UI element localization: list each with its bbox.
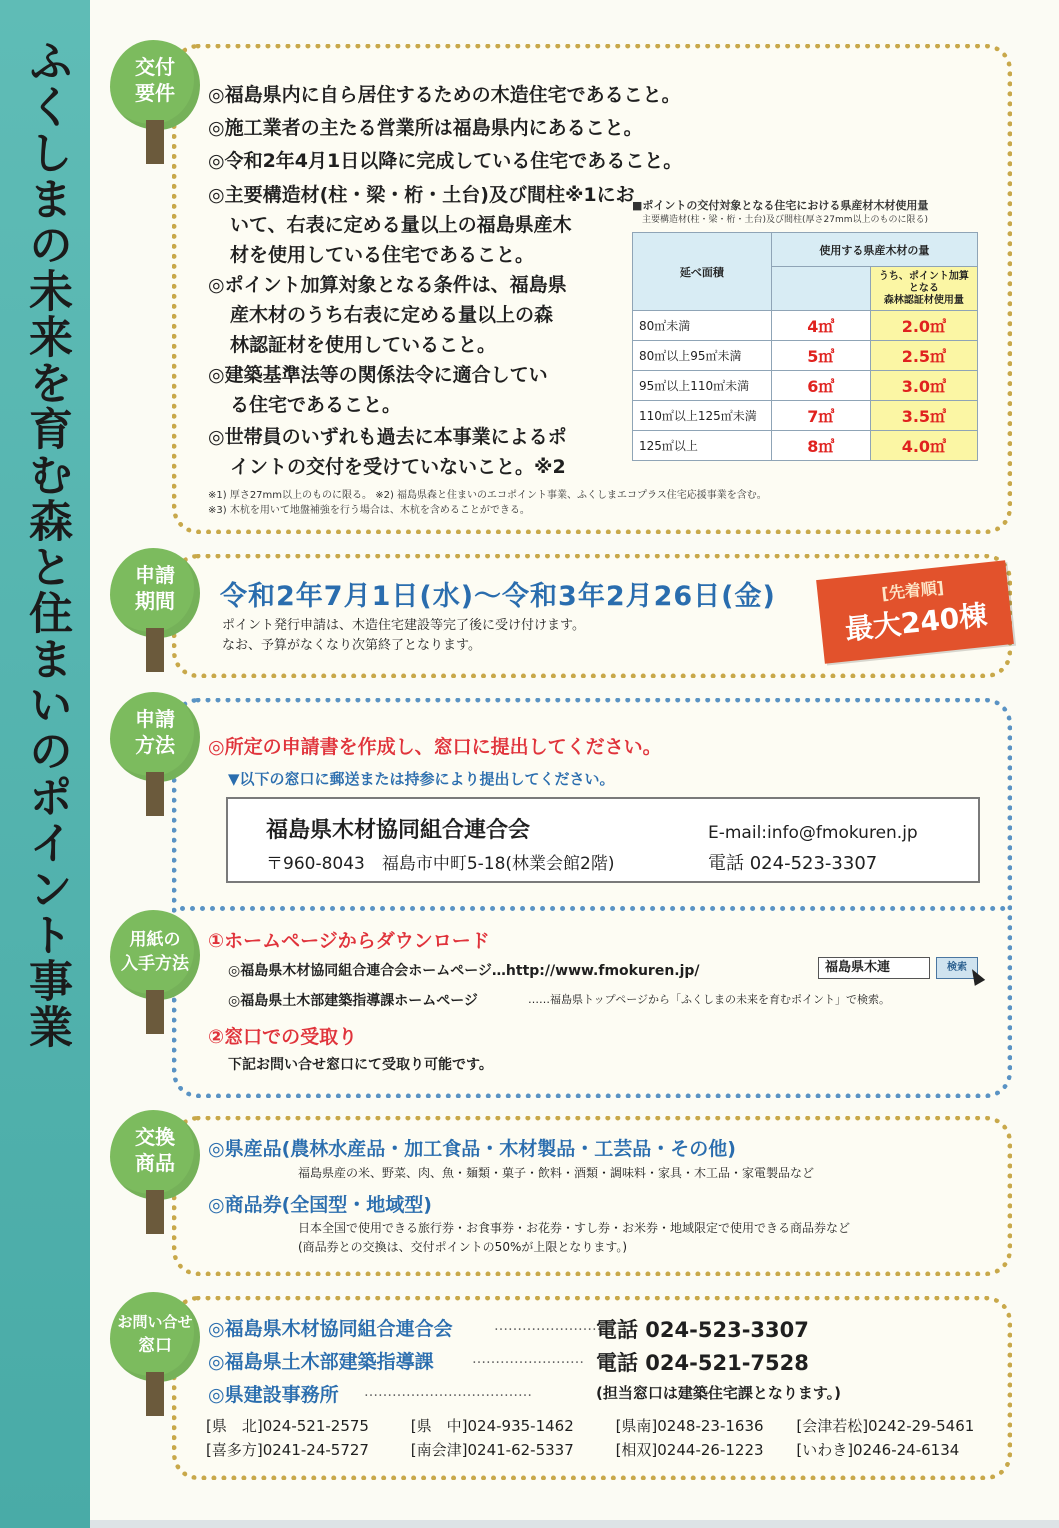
contact-dots: …………………… [472, 1351, 584, 1367]
tree-trunk [146, 990, 164, 1034]
address-box [226, 797, 980, 883]
period-note-2: なお、予算がなくなり次第終了となります。 [222, 638, 481, 653]
contact-row: ◎県建設事務所 [208, 1384, 339, 1406]
org-name: 福島県木材協同組合連合会 [266, 818, 531, 843]
tree-trunk [146, 120, 164, 164]
wood-volume-table [632, 232, 978, 461]
contact-dots: …………………… [494, 1318, 606, 1334]
table-row: 110㎡以上125㎡未満 7㎥ 3.5㎥ [633, 401, 978, 431]
exchange-desc-1: 福島県産の米、野菜、肉、魚・麺類・菓子・飲料・酒類・調味料・家具・木工品・家電製品など [298, 1166, 815, 1180]
contact-dots: ……………………………… [364, 1384, 532, 1400]
first-come-badge: [先着順] 最大240棟 [816, 560, 1014, 663]
forms-line-2-dots: ……福島県トップページから「ふくしまの未来を育むポイント」で検索。 [528, 993, 891, 1006]
method-heading: ◎所定の申請書を作成し、窓口に提出してください。 [208, 736, 662, 758]
table-row: 80㎡未満 4㎥ 2.0㎥ [633, 311, 978, 341]
forms-line-1[interactable]: ◎福島県木材協同組合連合会ホームページ…http://www.fmokuren.jp/ [228, 963, 700, 979]
req-item-2: ◎施工業者の主たる営業所は福島県内にあること。 [208, 117, 643, 139]
forms-line-3: 下記お問い合せ窓口にて受取り可能です。 [228, 1057, 493, 1073]
forms-heading-2: ②窓口での受取り [208, 1026, 358, 1048]
table-row: 80㎡以上95㎡未満 5㎥ 2.5㎥ [633, 341, 978, 371]
search-button[interactable]: 検索 [936, 957, 978, 979]
org-address: 〒960-8043 福島市中町5-18(林業会館2階) [266, 854, 615, 874]
req-item-1: ◎福島県内に自ら居住するための木造住宅であること。 [208, 84, 681, 106]
period-dates: 令和2年7月1日(水)〜令和3年2月26日(金) [220, 581, 776, 612]
table-title: ■ポイントの交付対象となる住宅における県産材木材使用量 [632, 199, 929, 212]
forms-heading-1: ①ホームページからダウンロード [208, 930, 490, 952]
req-item-6: ◎建築基準法等の関係法令に適合してい る住宅であること。 [208, 364, 548, 416]
table-row: 125㎡以上 8㎥ 4.0㎥ [633, 431, 978, 461]
req-item-7: ◎世帯員のいずれも過去に本事業によるポ イントの交付を受けていないこと。※2 [208, 426, 567, 478]
method-sub: ▼以下の窓口に郵送または持参により提出してください。 [228, 770, 615, 788]
vertical-title: ふくしまの未来を育む森と住まいのポイント事業 [21, 38, 72, 1050]
footnote-1: ※1) 厚さ27mm以上のものに限る。 ※2) 福島県森と住まいのエコポイント事業、ふくしまエコプラス住宅応援事業を含む。 [208, 490, 767, 501]
exchange-desc-3: (商品券との交換は、交付ポイントの50%が上限となります。) [298, 1240, 628, 1254]
table-row: 95㎡以上110㎡未満 6㎥ 3.0㎥ [633, 371, 978, 401]
contact-row: ◎福島県土木部建築指導課 [208, 1351, 434, 1373]
contact-row: ◎福島県木材協同組合連合会 [208, 1318, 453, 1340]
tree-trunk [146, 1372, 164, 1416]
search-input[interactable]: 福島県木連 [818, 957, 930, 979]
exchange-heading-1: ◎県産品(農林水産品・加工食品・木材製品・工芸品・その他) [208, 1138, 736, 1160]
period-note-1: ポイント発行申請は、木造住宅建設等完了後に受け付けます。 [222, 618, 585, 633]
tree-trunk [146, 628, 164, 672]
header-area: 延べ面積 [633, 233, 772, 311]
bottom-strip [90, 1520, 1059, 1528]
req-item-3: ◎令和2年4月1日以降に完成している住宅であること。 [208, 150, 683, 172]
contact-note: (担当窓口は建築住宅課となります。) [596, 1384, 842, 1402]
req-item-4: ◎主要構造材(柱・梁・桁・土台)及び間柱※1にお いて、右表に定める量以上の福島県産木 材を使用している住宅であること。 [208, 184, 635, 266]
forms-line-2[interactable]: ◎福島県土木部建築指導課ホームページ [228, 993, 478, 1009]
header-amount: 使用する県産木材の量 [771, 233, 977, 267]
exchange-desc-2: 日本全国で使用できる旅行券・お食事券・お花券・すし券・お米券・地域限定で使用できる商品券など [298, 1221, 851, 1235]
footnote-2: ※3) 木杭を用いて地盤補強を行う場合は、木杭を含めることができる。 [208, 505, 530, 516]
tree-trunk [146, 772, 164, 816]
office-row: [喜多方]0241-24-5727 [南会津]0241-62-5337 [相双]0244-26-1223 [いわき]0246-24-6134 [206, 1441, 960, 1459]
table-subtitle: 主要構造材(柱・梁・桁・土台)及び間柱(厚さ27mm以上のものに限る) [642, 215, 929, 225]
contact-tel: 電話 024-521-7528 [596, 1351, 809, 1375]
exchange-heading-2: ◎商品券(全国型・地域型) [208, 1194, 432, 1216]
office-list [206, 1414, 992, 1462]
req-item-5: ◎ポイント加算対象となる条件は、福島県 産木材のうち右表に定める量以上の森 林認証材を使用していること。 [208, 274, 567, 356]
tree-trunk [146, 1190, 164, 1234]
contact-tel: 電話 024-523-3307 [596, 1318, 809, 1342]
header-cert: うち、ポイント加算 となる 森林認証材使用量 [870, 267, 977, 311]
method-divider [180, 906, 1006, 911]
org-phone: 電話 024-523-3307 [708, 853, 878, 874]
org-email[interactable]: E-mail:info@fmokuren.jp [708, 823, 918, 843]
office-row: [県 北]024-521-2575 [県 中]024-935-1462 [県南]0248-23-1636 [会津若松]0242-29-5461 [206, 1417, 975, 1435]
